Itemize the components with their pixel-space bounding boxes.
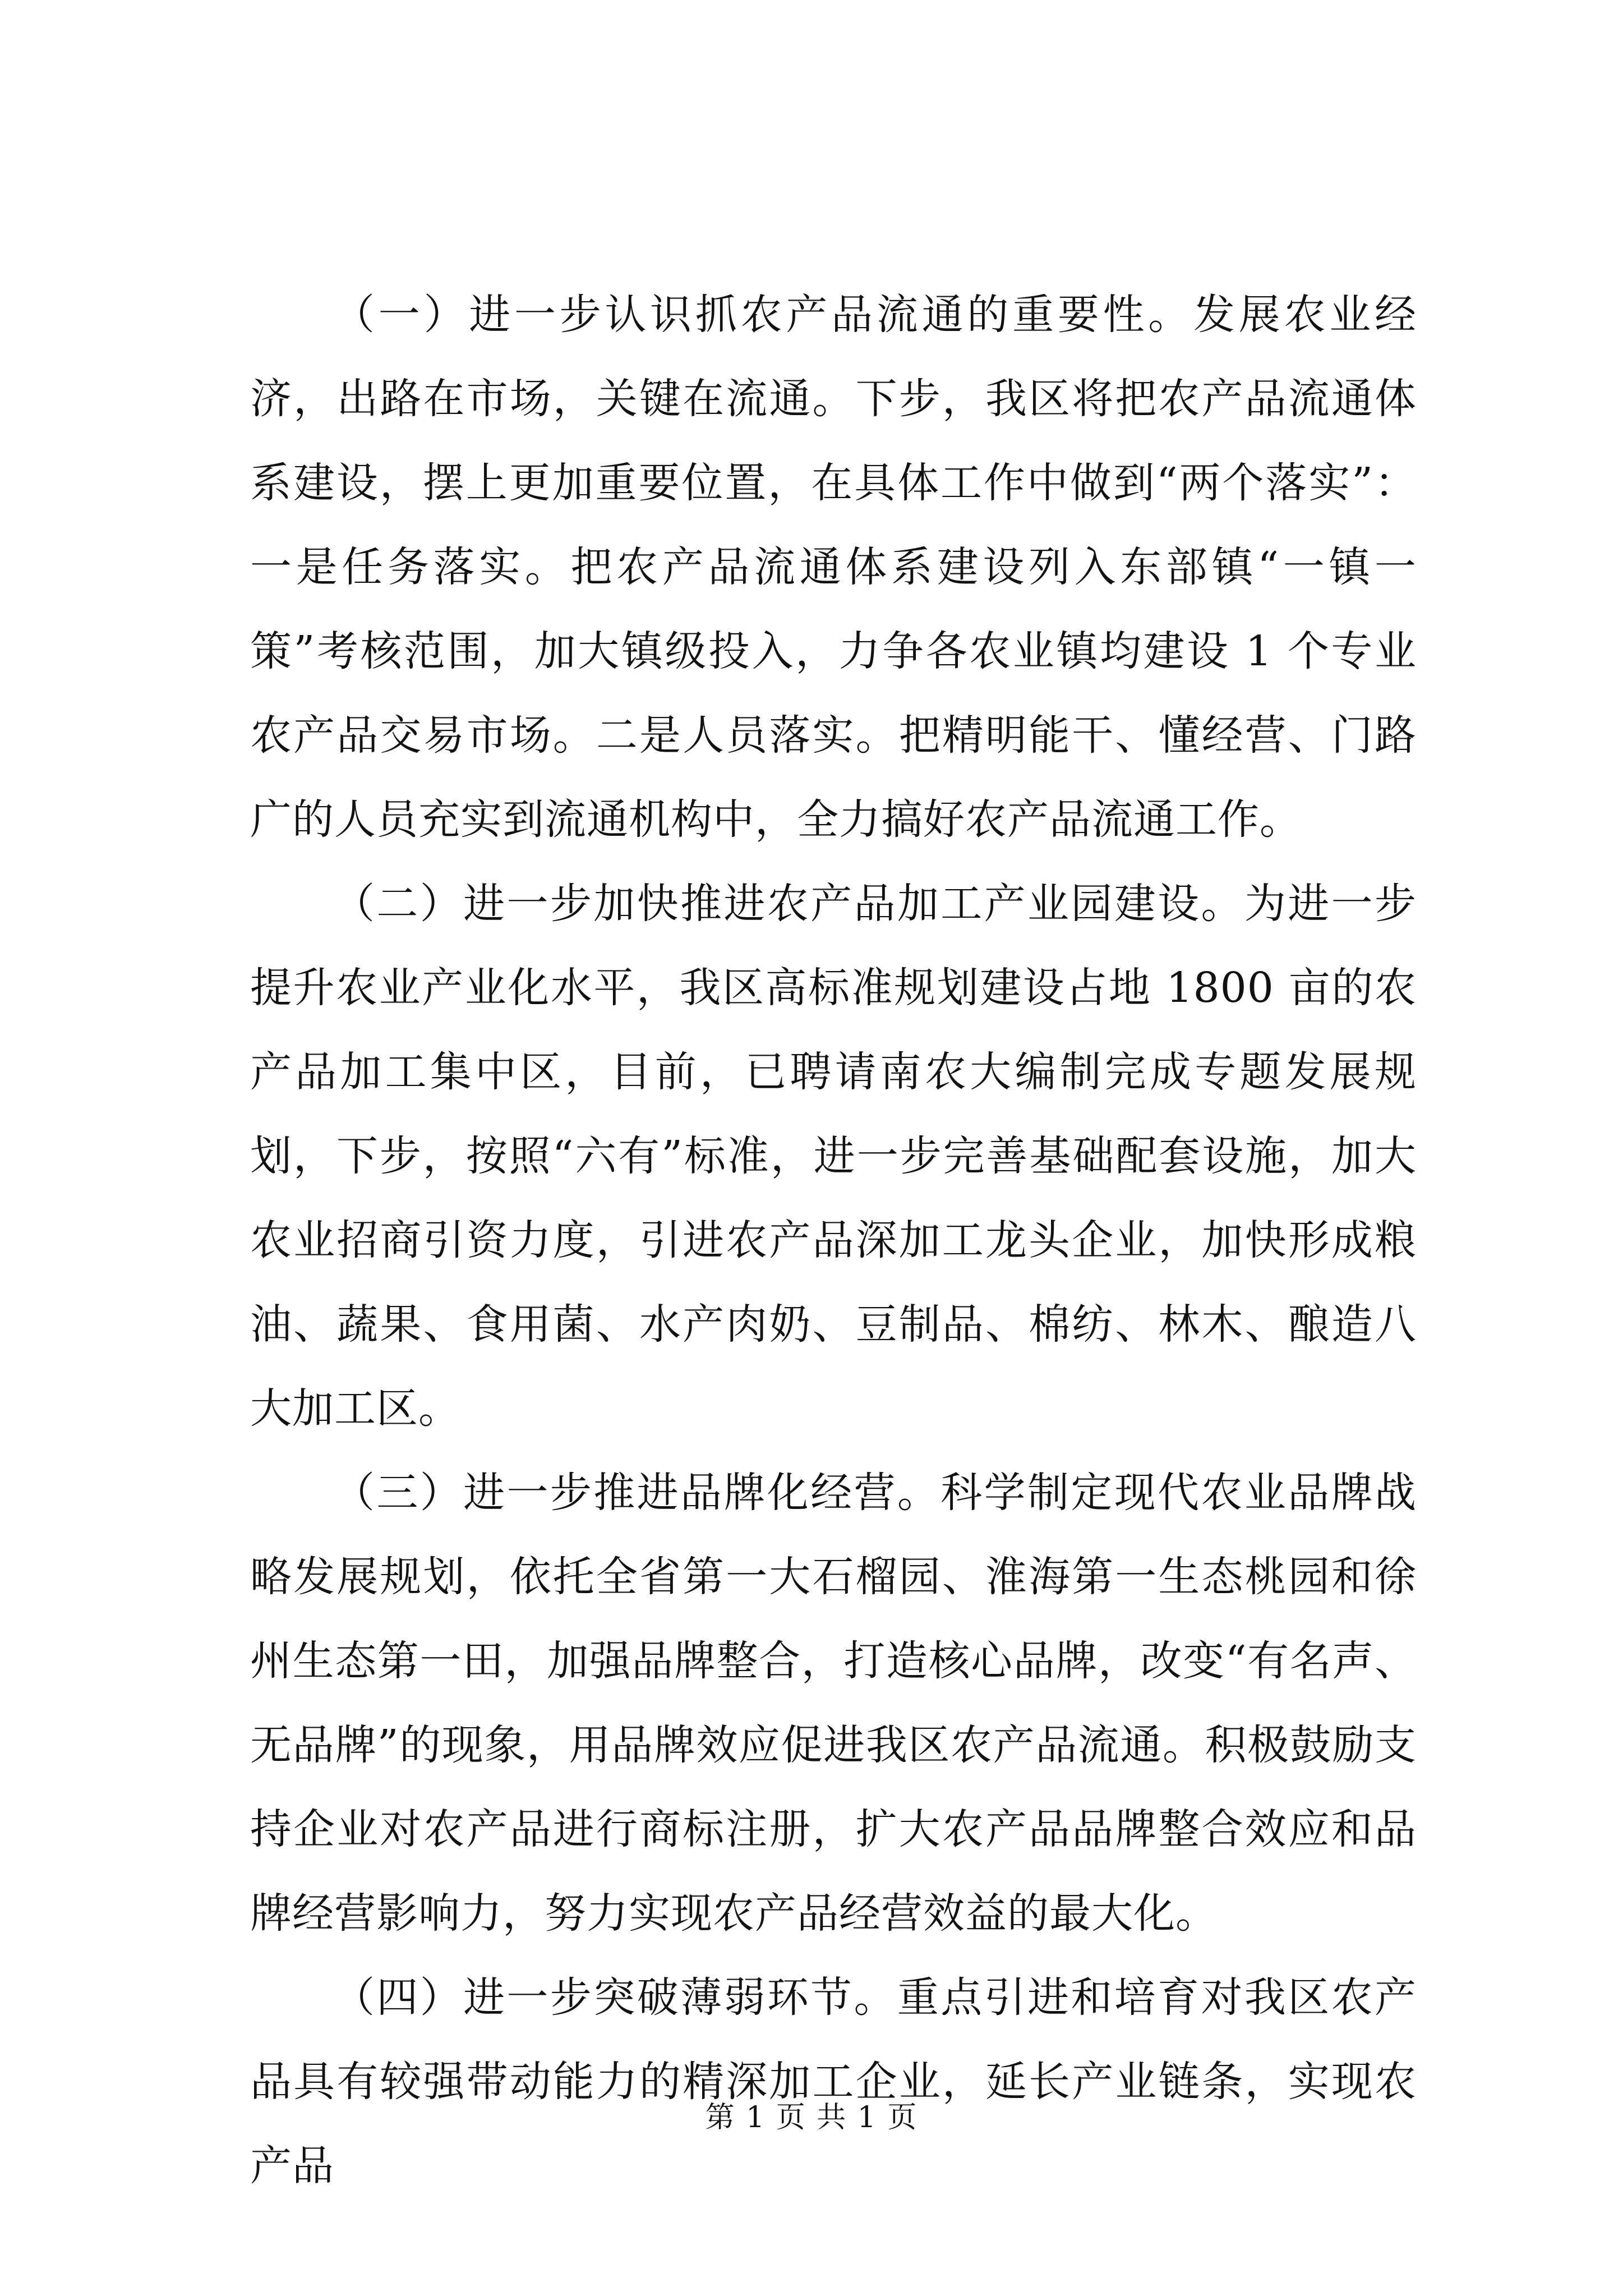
paragraph-4: （四）进一步突破薄弱环节。重点引进和培育对我区农产品具有较强带动能力的精深加工企业，延长产业链条，实现农产品: [250, 1973, 1417, 2190]
page-footer: 第 1 页 共 1 页: [705, 2101, 918, 2134]
paragraph-3: （三）进一步推进品牌化经营。科学制定现代农业品牌战略发展规划，依托全省第一大石榴园、淮海第一生态桃园和徐州生态第一田，加强品牌整合，打造核心品牌，改变“有名声、无品牌”的现象，用品牌效应促进我区农产品流通。积极鼓励支持企业对农产品进行商标注册，扩大农产品品牌整合效应和品牌经营影响力，努力实现农产品经营效益的最大化。: [250, 1469, 1417, 1938]
paragraph-2: （二）进一步加快推进农产品加工产业园建设。为进一步提升农业产业化水平，我区高标准规划建设占地 1800 亩的农产品加工集中区，目前，已聘请南农大编制完成专题发展规划，下步，按照“六有”标准，进一步完善基础配套设施，加大农业招商引资力度，引进农产品深加工龙头企业，加快形成粮油、蔬果、食用菌、水产肉奶、豆制品、棉纺、林木、酿造八大加工区。: [250, 880, 1417, 1433]
paragraph-1: （一）进一步认识抓农产品流通的重要性。发展农业经济，出路在市场，关键在流通。下步，我区将把农产品流通体系建设，摆上更加重要位置，在具体工作中做到“两个落实”：一是任务落实。把农产品流通体系建设列入东部镇“一镇一策”考核范围，加大镇级投入，力争各农业镇均建设 1 个专业农产品交易市场。二是人员落实。把精明能干、懂经营、门路广的人员充实到流通机构中，全力搞好农产品流通工作。: [250, 291, 1417, 844]
document-body: [250, 273, 1417, 2208]
